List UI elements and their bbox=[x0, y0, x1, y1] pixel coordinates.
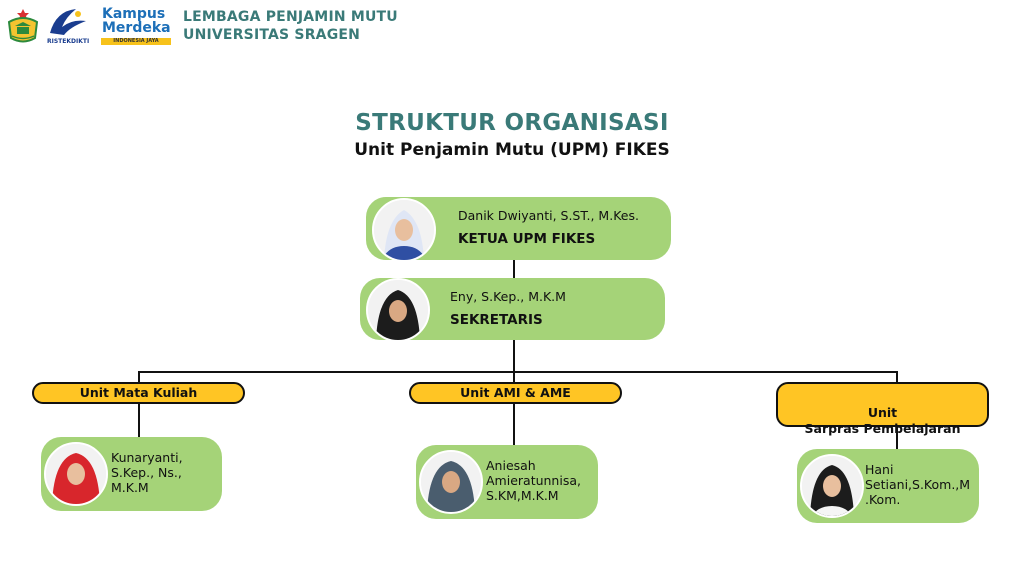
page-title: STRUKTUR ORGANISASI bbox=[355, 110, 669, 136]
unit-mata-kuliah-member-card bbox=[41, 437, 222, 511]
kampus-merdeka-logo-line1: Kampus bbox=[102, 6, 166, 22]
ketua-name: Danik Dwiyanti, S.ST., M.Kes. bbox=[458, 208, 639, 223]
kampus-merdeka-banner: INDONESIA JAYA bbox=[101, 38, 171, 45]
ristekdikti-logo bbox=[46, 5, 90, 39]
unit-1-member-name: Kunaryanti, S.Kep., Ns., M.K.M bbox=[111, 450, 183, 495]
unit-2-label-text: Unit AMI & AME bbox=[460, 385, 571, 400]
ketua-role: KETUA UPM FIKES bbox=[458, 231, 596, 247]
university-logo bbox=[6, 8, 40, 46]
unit-sarpras-label bbox=[776, 382, 989, 436]
unit-3-member-name: Hani Setiani,S.Kom.,M .Kom. bbox=[865, 462, 971, 507]
ketua-photo bbox=[372, 198, 436, 262]
sekretaris-role: SEKRETARIS bbox=[450, 312, 543, 328]
unit-mata-kuliah-label bbox=[32, 382, 245, 404]
unit-ami-ame-label bbox=[409, 382, 622, 404]
unit-2-member-photo bbox=[419, 450, 483, 514]
unit-3-label-text: Unit Sarpras Pembelajaran bbox=[804, 405, 961, 436]
unit-sarpras-member-card bbox=[797, 449, 979, 523]
sekretaris-photo bbox=[366, 278, 430, 342]
unit-3-member-photo bbox=[800, 454, 864, 518]
kampus-merdeka-logo-line2: Merdeka bbox=[102, 20, 171, 36]
sekretaris-name: Eny, S.Kep., M.K.M bbox=[450, 289, 566, 304]
ketua-card bbox=[366, 197, 671, 260]
ristekdikti-label: RISTEKDIKTI bbox=[47, 38, 90, 45]
institution-name-line1: LEMBAGA PENJAMIN MUTU bbox=[183, 9, 398, 25]
connector-unit1-member bbox=[138, 402, 140, 438]
connector-ketua-sekretaris bbox=[513, 258, 515, 280]
page-subtitle: Unit Penjamin Mutu (UPM) FIKES bbox=[354, 140, 670, 160]
unit-2-member-name: Aniesah Amieratunnisa, S.KM,M.K.M bbox=[486, 458, 581, 503]
unit-1-label-text: Unit Mata Kuliah bbox=[79, 385, 198, 400]
connector-sekretaris-down bbox=[513, 338, 515, 372]
unit-1-member-photo bbox=[44, 442, 108, 506]
sekretaris-card bbox=[360, 278, 665, 340]
connector-horizontal bbox=[138, 371, 898, 373]
institution-name-line2: UNIVERSITAS SRAGEN bbox=[183, 27, 361, 43]
connector-unit2-member bbox=[513, 402, 515, 446]
unit-ami-ame-member-card bbox=[416, 445, 598, 519]
